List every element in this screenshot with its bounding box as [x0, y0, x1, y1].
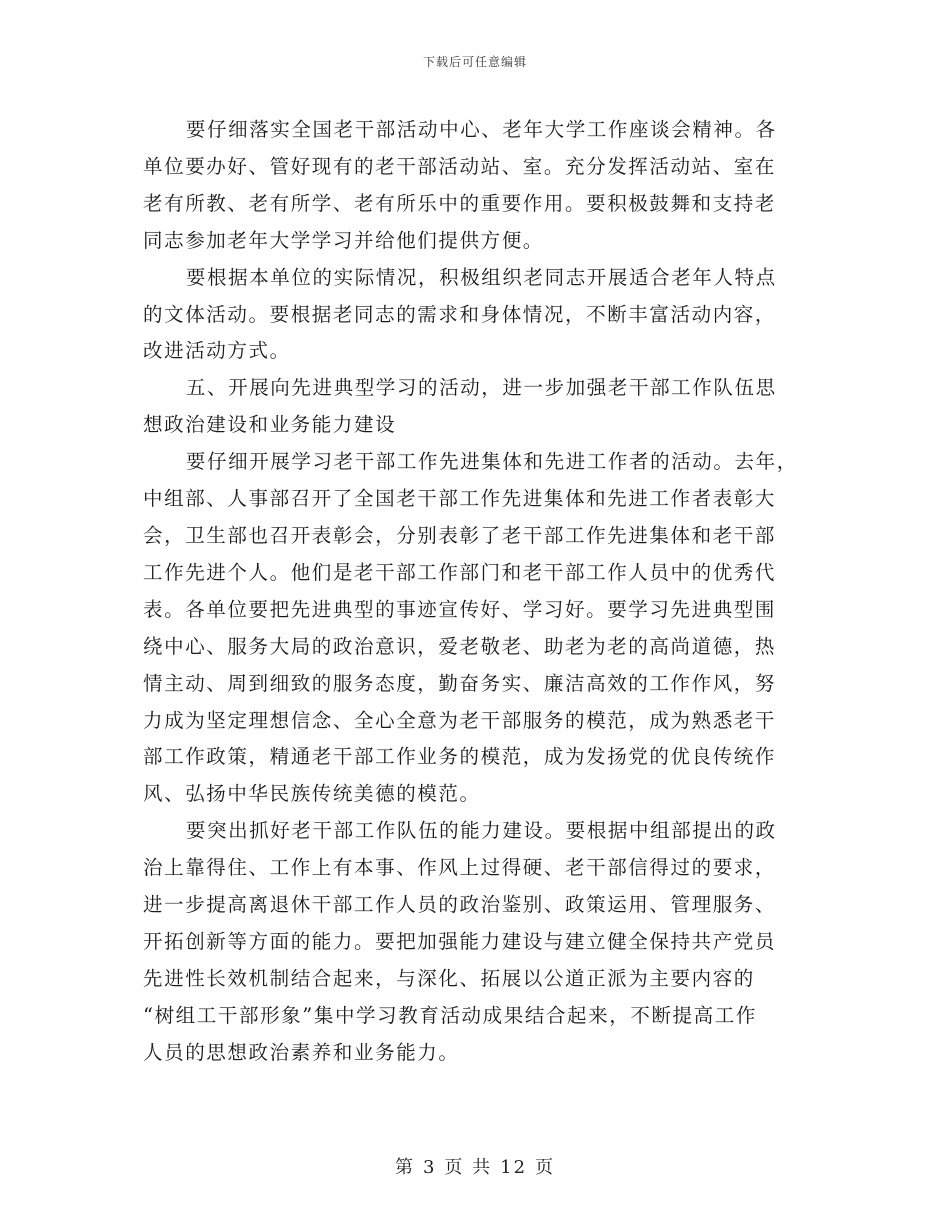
- page-footer: [0, 1153, 950, 1179]
- paragraph-line: 要根据本单位的实际情况，积极组织老同志开展适合老年人特点: [185, 265, 777, 289]
- paragraph-line: 人员的思想政治素养和业务能力。: [143, 1040, 460, 1064]
- footer-page-number: 3: [422, 1157, 437, 1178]
- paragraph-line: 要突出抓好老干部工作队伍的能力建设。要根据中组部提出的政: [185, 819, 777, 843]
- paragraph-line: 进一步提高离退休干部工作人员的政治鉴别、政策运用、管理服务、: [143, 893, 777, 917]
- paragraph-line: 绕中心、服务大局的政治意识，爱老敬老、助老为老的高尚道德，热: [143, 634, 777, 658]
- paragraph-line: “树组工干部形象”集中学习教育活动成果结合起来，不断提高工作: [143, 1003, 757, 1027]
- section-heading-5: [143, 370, 803, 444]
- paragraph-line: 力成为坚定理想信念、全心全意为老干部服务的模范，成为熟悉老干: [143, 708, 777, 732]
- paragraph-line: 先进性长效机制结合起来，与深化、拓展以公道正派为主要内容的: [143, 966, 755, 990]
- paragraph-line: 表。各单位要把先进典型的事迹宣传好、学习好。要学习先进典型围: [143, 597, 777, 621]
- paragraph-line: 会，卫生部也召开表彰会，分别表彰了老干部工作先进集体和老干部: [143, 523, 777, 547]
- paragraph-line: 要仔细开展学习老干部工作先进集体和先进工作者的活动。去年，: [185, 450, 798, 474]
- footer-suffix: 页: [535, 1157, 556, 1178]
- heading-line: 想政治建设和业务能力建设: [143, 413, 397, 437]
- paragraph-line: 改进活动方式。: [143, 339, 291, 363]
- document-body: [143, 112, 803, 1072]
- paragraph-line: 部工作政策，精通老干部工作业务的模范，成为发扬党的优良传统作: [143, 745, 777, 769]
- paragraph-3: [143, 444, 803, 813]
- footer-prefix: 第: [394, 1157, 415, 1178]
- page-header: 下载后可任意编辑: [422, 55, 527, 69]
- paragraph-line: 工作先进个人。他们是老干部工作部门和老干部工作人员中的优秀代: [143, 560, 777, 584]
- paragraph-line: 同志参加老年大学学习并给他们提供方便。: [143, 228, 544, 252]
- paragraph-line: 的文体活动。要根据老同志的需求和身体情况，不断丰富活动内容，: [143, 302, 777, 326]
- paragraph-line: 治上靠得住、工作上有本事、作风上过得硬、老干部信得过的要求，: [143, 856, 777, 880]
- paragraph-1: [143, 112, 803, 260]
- paragraph-line: 情主动、周到细致的服务态度，勤奋务实、廉洁高效的工作作风，努: [143, 671, 777, 695]
- footer-total-pages: 12: [500, 1157, 528, 1178]
- paragraph-line: 单位要办好、管好现有的老干部活动站、室。充分发挥活动站、室在: [143, 154, 777, 178]
- paragraph-4: [143, 813, 803, 1071]
- paragraph-line: 要仔细落实全国老干部活动中心、老年大学工作座谈会精神。各: [185, 118, 777, 141]
- paragraph-line: 中组部、人事部召开了全国老干部工作先进集体和先进工作者表彰大: [143, 487, 777, 511]
- paragraph-line: 风、弘扬中华民族传统美德的模范。: [143, 782, 481, 806]
- paragraph-2: [143, 260, 803, 371]
- heading-line: 五、开展向先进典型学习的活动，进一步加强老干部工作队伍思: [185, 376, 777, 400]
- footer-middle: 页 共: [444, 1157, 493, 1178]
- paragraph-line: 老有所教、老有所学、老有所乐中的重要作用。要积极鼓舞和支持老: [143, 191, 777, 215]
- paragraph-line: 开拓创新等方面的能力。要把加强能力建设与建立健全保持共产党员: [143, 929, 777, 953]
